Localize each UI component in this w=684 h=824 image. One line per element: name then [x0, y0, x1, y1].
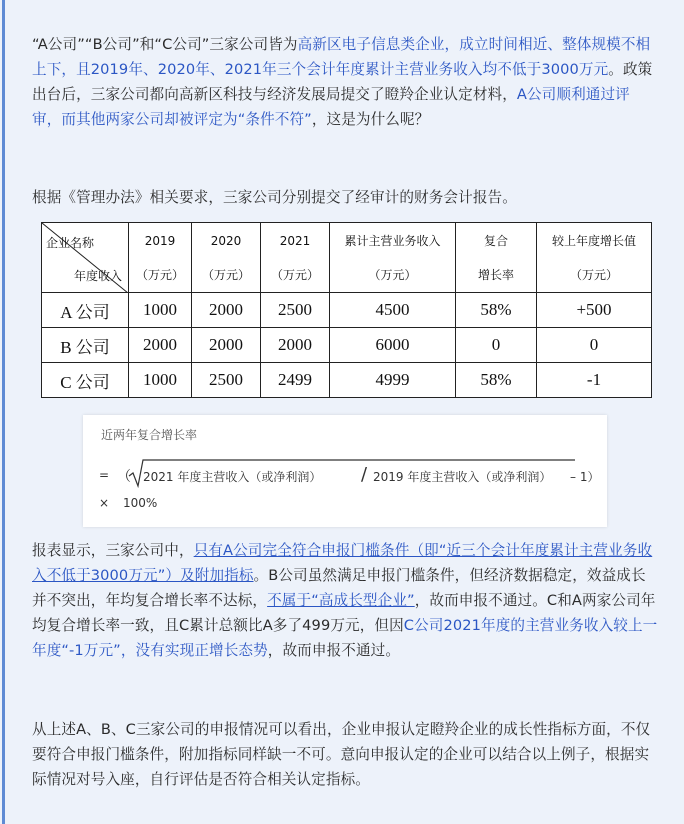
formula-minus-one: – 1）: [570, 470, 600, 484]
growth-cell: +500: [537, 293, 652, 328]
company-name-cell: C 公司: [42, 363, 129, 398]
total-revenue-cell: 6000: [330, 328, 456, 363]
header-cagr: 复合 增长率: [456, 223, 537, 293]
formula-open-paren: （: [117, 469, 131, 485]
total-revenue-cell: 4999: [330, 363, 456, 398]
table-header-row: [42, 223, 652, 293]
revenue-2021-cell: 2499: [261, 363, 330, 398]
analysis-text-3: ，故而申报不通过。C和A两家公司年均复合增长率一致，且C累计总额比A多了499万元，但因: [32, 592, 656, 634]
analysis-highlight-1: 只有A公司完全符合申报门槛条件（即“近三个会计年度累计主营业务收入不低于3000万元”）及附加指标: [32, 542, 653, 584]
formula-multiply: ×: [99, 496, 110, 510]
revenue-2021-cell: 2000: [261, 328, 330, 363]
revenue-2021-cell: 2500: [261, 293, 330, 328]
analysis-highlight-3: C公司2021年度的主营业务收入较上一年度“-1万元”，没有实现正增长态势: [32, 617, 658, 659]
table-row: [42, 328, 652, 363]
intro-highlight-2: A公司顺利通过评审，而其他两家公司却被评定为“条件不符”: [32, 86, 630, 128]
financial-table: [41, 222, 652, 398]
header-yoy-growth: 较上年度增长值 （万元）: [537, 223, 652, 293]
growth-cell: 0: [537, 328, 652, 363]
analysis-text-1: 报表显示，三家公司中，: [32, 542, 194, 559]
header-2021: 2021 （万元）: [261, 223, 330, 293]
intro-text-1: “A公司”“B公司”和“C公司”三家公司皆为: [32, 36, 298, 53]
formula-equals: =: [99, 468, 110, 482]
left-accent-bar: [2, 0, 5, 824]
report-paragraph: 根据《管理办法》相关要求，三家公司分别提交了经审计的财务会计报告。: [32, 189, 517, 206]
formula-denominator: 2019 年度主营收入（或净利润）: [373, 470, 552, 484]
conclusion-paragraph: 从上述A、B、C三家公司的申报情况可以看出，企业申报认定瞪羚企业的成长性指标方面，不仅要符合申报门槛条件，附加指标同样缺一不可。意向申报认定的企业可以结合以上例子，根据实际情况对号入座，自行评估是否符合相关认定指标。: [32, 721, 651, 788]
intro-highlight-1: 高新区电子信息类企业，成立时间相近、整体规模不相上下，且2019年、2020年、2021年三个会计年度累计主营业务收入均不低于3000万元: [32, 36, 651, 78]
company-name-cell: B 公司: [42, 328, 129, 363]
cagr-cell: 58%: [456, 363, 537, 398]
analysis-text-2: 。B公司虽然满足申报门槛条件，但经济数据稳定，效益成长并不突出，年均复合增长率不达标，: [32, 567, 646, 609]
table-row: [42, 363, 652, 398]
analysis-highlight-2: 不属于“高成长型企业”: [267, 592, 415, 609]
formula-percent: 100%: [123, 496, 158, 510]
cagr-cell: 0: [456, 328, 537, 363]
table-row: [42, 293, 652, 328]
intro-text-2: 。政策出台后，三家公司都向高新区科技与经济发展局提交了瞪羚企业认定材料，: [32, 61, 653, 103]
company-name-cell: A 公司: [42, 293, 129, 328]
revenue-2020-cell: 2500: [192, 363, 261, 398]
growth-cell: -1: [537, 363, 652, 398]
company-name-header: 企业名称: [46, 236, 95, 250]
revenue-2020-cell: 2000: [192, 328, 261, 363]
total-revenue-cell: 4500: [330, 293, 456, 328]
header-total-revenue: 累计主营业务收入 （万元）: [330, 223, 456, 293]
formula-division-slash: /: [361, 464, 368, 485]
revenue-2020-cell: 2000: [192, 293, 261, 328]
cagr-formula-image: [83, 415, 607, 527]
analysis-paragraph: [32, 538, 658, 663]
analysis-text-4: ，故而申报不通过。: [267, 642, 401, 659]
annual-revenue-header: 年度收入: [73, 269, 122, 283]
formula-title: 近两年复合增长率: [101, 428, 198, 442]
intro-paragraph: [32, 32, 658, 132]
header-2020: 2020 （万元）: [192, 223, 261, 293]
diagonal-header-cell: [42, 223, 129, 293]
revenue-2019-cell: 1000: [129, 293, 192, 328]
header-2019: 2019 （万元）: [129, 223, 192, 293]
cagr-cell: 58%: [456, 293, 537, 328]
intro-text-3: ，这是为什么呢？: [311, 111, 430, 128]
revenue-2019-cell: 2000: [129, 328, 192, 363]
formula-numerator: 2021 年度主营收入（或净利润）: [143, 470, 322, 484]
revenue-2019-cell: 1000: [129, 363, 192, 398]
